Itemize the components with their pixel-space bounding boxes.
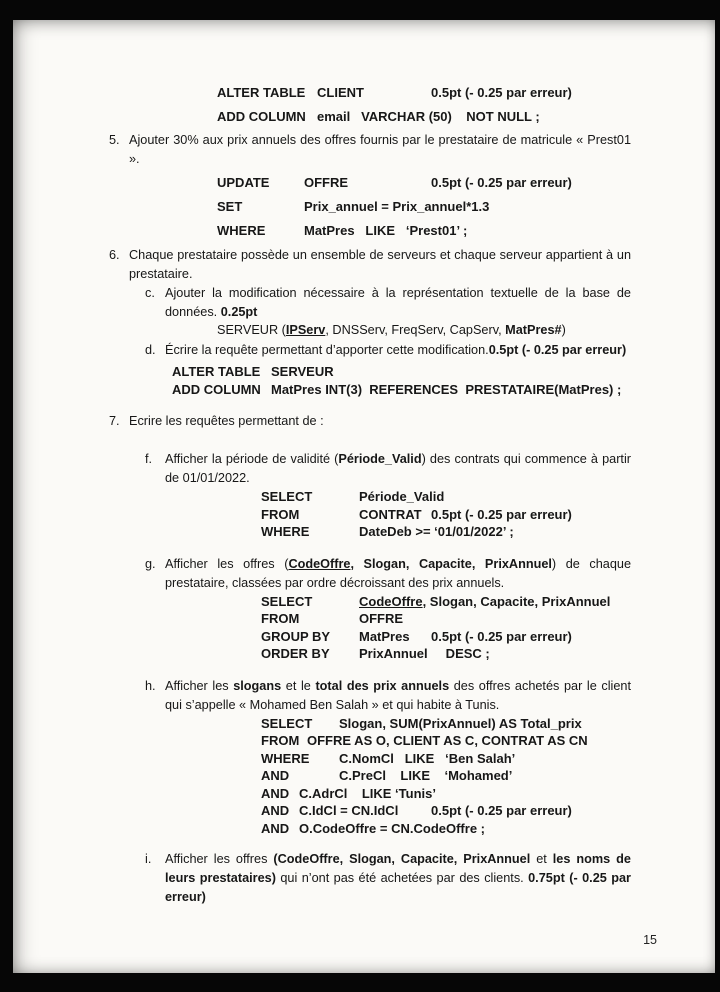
sql-value: , Slogan, Capacite, PrixAnnuel	[422, 593, 611, 609]
code-line	[13, 732, 715, 750]
points-annotation: 0.5pt (- 0.25 par erreur)	[431, 175, 572, 190]
points-annotation: 0.5pt (- 0.25 par erreur)	[431, 85, 572, 100]
sub-item-f	[13, 450, 715, 488]
item-text: Afficher la période de validité (	[165, 452, 339, 466]
item-text: ) de chaque prestataire, classées par ordre décroissant des prix annuels.	[165, 556, 632, 590]
table-schema-serveur	[13, 322, 715, 339]
sql-keyword: FROM	[261, 611, 300, 626]
code-line	[13, 195, 715, 219]
item-number: 7.	[109, 414, 120, 428]
code-line	[13, 81, 715, 105]
sql-value-underlined: CodeOffre	[359, 593, 423, 609]
schema-foreign-key: MatPres#	[505, 323, 562, 337]
schema-suffix: )	[561, 323, 566, 337]
item-letter: d.	[145, 343, 156, 357]
code-line	[13, 171, 715, 195]
sql-value: Slogan, SUM(PrixAnnuel) AS Total_prix	[339, 715, 582, 731]
sql-value: OFFRE AS O, CLIENT AS C, CONTRAT AS CN	[307, 733, 588, 748]
item-text: et le	[281, 678, 316, 693]
item-letter: c.	[145, 286, 155, 300]
item-text: ) des contrats qui commence à partir de 01/01/2022.	[165, 452, 631, 485]
item-number: 5.	[109, 133, 120, 147]
list-item-5	[13, 131, 715, 169]
code-line	[13, 488, 715, 506]
points-annotation: 0.5pt (- 0.25 par erreur)	[488, 343, 627, 357]
schema-prefix: SERVEUR (	[217, 323, 286, 337]
sql-value: OFFRE	[304, 175, 349, 190]
sql-value: C.NomCl LIKE ‘Ben Salah’	[339, 750, 516, 766]
sql-keyword: FROM	[261, 506, 300, 522]
sql-block-join-query	[13, 715, 715, 838]
sql-value: CONTRAT	[359, 506, 422, 522]
points-annotation: 0.75pt (- 0.25 par erreur)	[165, 871, 631, 904]
item-letter: g.	[145, 556, 156, 571]
item-text: Ajouter la modification nécessaire à la représentation textuelle de la base de données.	[165, 286, 631, 319]
sql-keyword: ADD COLUMN	[172, 381, 261, 397]
field-names: , Slogan, Capacite, PrixAnnuel	[350, 556, 552, 571]
sql-value: C.PreCl LIKE ‘Mohamed’	[339, 768, 513, 783]
sql-value: Prix_annuel = Prix_annuel*1.3	[304, 199, 490, 214]
list-item-7	[13, 412, 715, 431]
sql-value: MatPres INT(3) REFERENCES PRESTATAIRE(MatPres) ;	[271, 381, 622, 397]
schema-primary-key: IPServ	[285, 323, 326, 337]
sql-value: C.IdCl = CN.IdCl	[299, 803, 399, 818]
item-letter: f.	[145, 452, 153, 466]
page-number: 15	[643, 933, 657, 947]
code-line	[13, 593, 715, 611]
sql-keyword: SELECT	[261, 593, 313, 609]
sql-value: O.CodeOffre = CN.CodeOffre ;	[299, 820, 485, 836]
item-number: 6.	[109, 248, 120, 262]
code-line	[13, 506, 715, 524]
item-letter: i.	[145, 852, 152, 866]
sql-keyword: AND	[261, 785, 290, 801]
code-line	[13, 750, 715, 768]
sql-keyword: WHERE	[217, 223, 266, 238]
sql-block-alter-serveur	[13, 363, 715, 398]
sql-value: MatPres	[359, 628, 410, 644]
sql-keyword: ALTER TABLE	[172, 364, 261, 379]
code-line	[13, 219, 715, 243]
code-line	[13, 767, 715, 785]
item-text: et	[530, 852, 553, 866]
sql-keyword: FROM	[261, 733, 300, 748]
code-line	[13, 802, 715, 820]
code-line	[13, 523, 715, 541]
sql-keyword: ORDER BY	[261, 646, 330, 661]
item-text: des offres achetés par le client qui s’appelle « Mohamed Ben Salah » et qui habite à Tunis.	[165, 678, 631, 712]
emphasis: total des prix annuels	[315, 678, 450, 693]
list-item-6	[13, 246, 715, 284]
sql-value: Période_Valid	[359, 489, 445, 504]
field-names: (CodeOffre, Slogan, Capacite, PrixAnnuel	[273, 852, 531, 866]
sql-block-select-contrat	[13, 488, 715, 541]
sql-value: PrixAnnuel DESC ;	[359, 646, 490, 661]
item-text: Afficher les	[165, 678, 234, 693]
sql-keyword: UPDATE	[217, 175, 270, 190]
sql-keyword: WHERE	[261, 524, 310, 539]
points-annotation: 0.5pt (- 0.25 par erreur)	[431, 628, 572, 644]
sub-item-c	[13, 284, 715, 322]
sub-item-h	[13, 677, 715, 715]
schema-columns: , DNSServ, FreqServ, CapServ,	[325, 323, 506, 337]
code-line	[13, 645, 715, 663]
emphasis: les noms de leurs prestataires)	[165, 852, 631, 885]
code-line	[13, 785, 715, 803]
sql-keyword: SELECT	[261, 489, 313, 504]
sql-value: email VARCHAR (50) NOT NULL ;	[317, 109, 540, 124]
item-letter: h.	[145, 678, 156, 693]
emphasis: slogans	[233, 678, 282, 693]
sql-value: DateDeb >= ‘01/01/2022’ ;	[359, 524, 514, 539]
sql-value: SERVEUR	[271, 364, 334, 379]
code-line	[13, 105, 715, 129]
points-annotation: 0.5pt (- 0.25 par erreur)	[431, 506, 572, 522]
sql-block-update-offre	[13, 171, 715, 243]
document-page	[13, 20, 715, 973]
item-text: Afficher les offres (	[165, 556, 289, 571]
item-text: Écrire la requête permettant d’apporter cette modification.	[165, 343, 489, 357]
sql-keyword: WHERE	[261, 750, 310, 766]
item-text: Ajouter 30% aux prix annuels des offres fournis par le prestataire de matricule « Prest01 ».	[129, 133, 631, 166]
sql-value: OFFRE	[359, 611, 404, 626]
sql-value: C.AdrCl LIKE ‘Tunis’	[299, 785, 436, 801]
points-annotation: 0.25pt	[220, 305, 258, 319]
points-annotation: 0.5pt (- 0.25 par erreur)	[431, 803, 572, 818]
sql-keyword: AND	[261, 820, 290, 836]
item-text: Ecrire les requêtes permettant de :	[129, 414, 324, 428]
sub-item-i	[13, 850, 715, 907]
item-text: qui n’ont pas été achetées par des clients.	[275, 871, 529, 885]
code-line	[13, 820, 715, 838]
sub-item-g	[13, 555, 715, 593]
item-text: Afficher les offres	[165, 852, 274, 866]
field-name: Période_Valid	[338, 452, 422, 466]
code-line	[13, 628, 715, 646]
sub-item-d	[13, 341, 715, 360]
code-line	[13, 363, 715, 381]
sql-keyword: AND	[261, 768, 290, 783]
code-line	[13, 715, 715, 733]
code-line	[13, 610, 715, 628]
sql-keyword: ADD COLUMN	[217, 109, 306, 124]
sql-value: MatPres LIKE ‘Prest01’ ;	[304, 223, 468, 238]
sql-keyword: GROUP BY	[261, 628, 331, 644]
code-line	[13, 381, 715, 399]
sql-value: CLIENT	[317, 85, 364, 100]
sql-keyword: SET	[217, 199, 243, 214]
item-text: Chaque prestataire possède un ensemble de serveurs et chaque serveur appartient à un prestataire.	[129, 248, 631, 281]
field-name: CodeOffre	[288, 556, 351, 571]
sql-block-alter-client	[13, 81, 715, 129]
sql-keyword: ALTER TABLE	[217, 85, 306, 100]
sql-keyword: AND	[261, 803, 290, 818]
sql-keyword: SELECT	[261, 715, 313, 731]
sql-block-select-offre	[13, 593, 715, 663]
